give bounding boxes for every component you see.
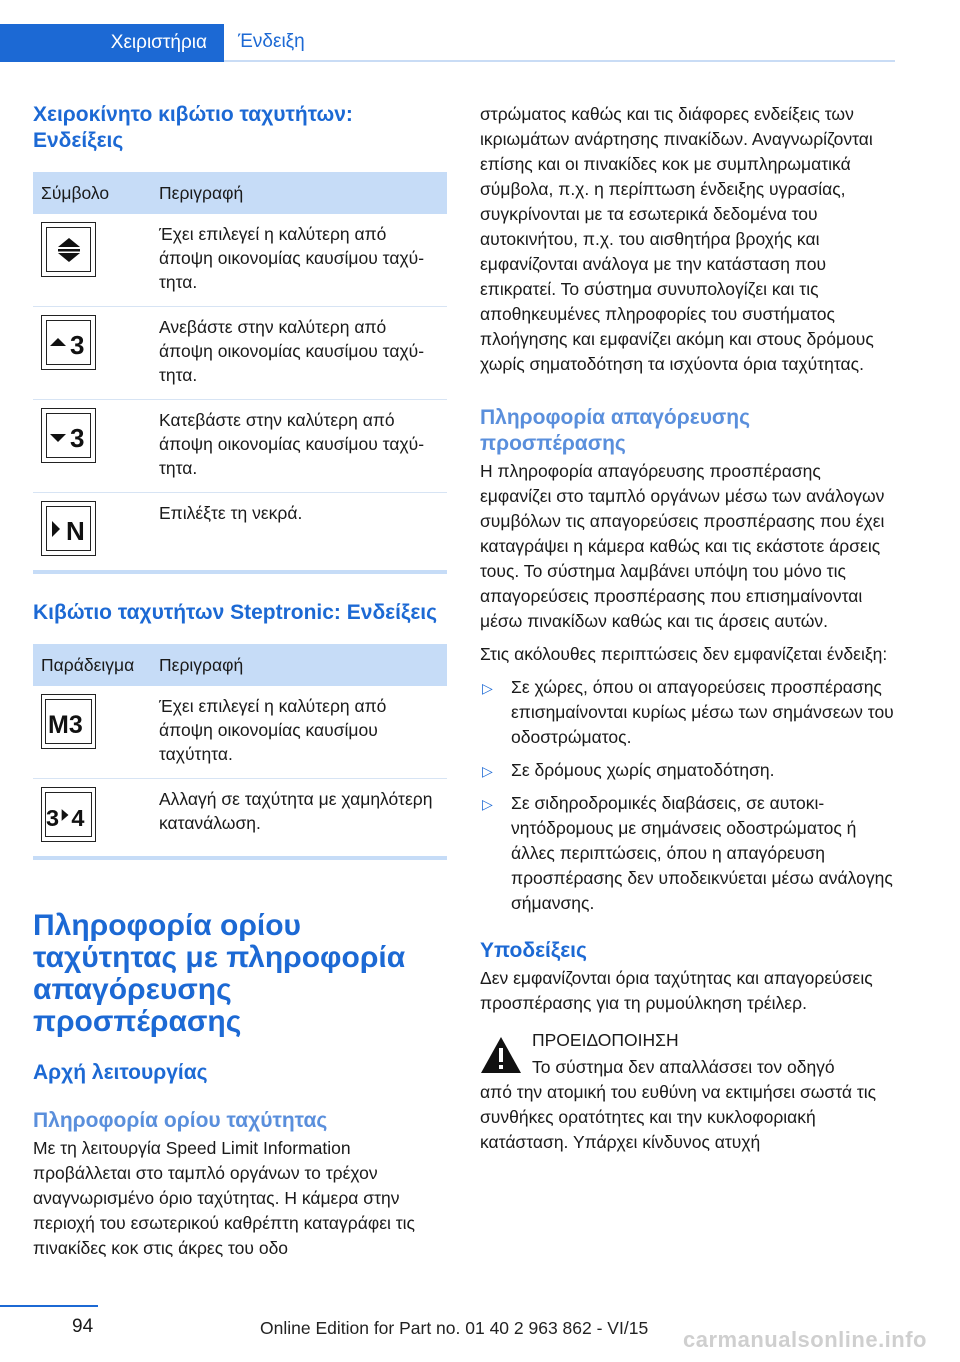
shift-up-down-icon	[41, 222, 96, 277]
table-cell-description: Κατεβάστε στην καλύτερη από άποψη οικονομίας καυσίμου ταχύτητα.	[151, 400, 447, 493]
list-item: ▷ Σε δρόμους χωρίς σηματοδότηση.	[480, 758, 896, 783]
table-cell-description: Έχει επιλεγεί η καλύτερη από άποψη οικονομίας καυσίμου ταχύτητα.	[151, 686, 447, 779]
bullet-arrow-icon: ▷	[482, 680, 493, 696]
cases-list	[480, 675, 896, 916]
table-row	[33, 214, 447, 307]
list-item: ▷ Σε χώρες, όπου οι απαγορεύσεις προσπέρασης επισημαίνονται κυρίως μέσω των σημάνσεων του οδοστρώματος.	[482, 677, 894, 747]
table-header-example: Παράδειγμα	[33, 644, 151, 686]
svg-text:M3: M3	[47, 710, 83, 736]
shift-up-3-icon	[41, 315, 96, 370]
edition-info: Online Edition for Part no. 01 40 2 963 862 - VI/15	[260, 1318, 649, 1338]
warning-block	[480, 1028, 896, 1080]
list-item: ▷ Σε σιδηροδρομικές διαβάσεις, σε αυτοκινητόδρομους με σημάνσεις οδοστρώματος ή άλλες περιπτώσεις, όπου η απαγόρευση προσπέρασης δεν υποδεικνύεται μέσω ανάλογης σήμανσης.	[482, 793, 893, 913]
table-row	[33, 400, 447, 493]
tab-display[interactable]: Ένδειξη	[224, 24, 895, 62]
subsection-title-principle: Αρχή λειτουργίας	[33, 1061, 208, 1084]
paragraph-notes: Δεν εμφανίζονται όρια ταχύτητας και απαγορεύσεις προσπέρασης για τη ρυμούλκηση τρέιλερ.	[480, 968, 873, 1013]
left-column	[33, 102, 447, 1261]
table-row	[33, 307, 447, 400]
manual-gearbox-table	[33, 172, 447, 574]
subsection-title-notes: Υποδείξεις	[480, 939, 587, 962]
paragraph-overtake: Η πληροφορία απαγόρευσης προσπέρασης εμφανίζει στο ταμπλό οργάνων μέσω των ανάλογων συμβόλων τις απαγορεύσεις προσπέρασης που έχει καταγράψει η κάμερα καθώς και τις εκάστοτε άρσεις τους. Το σύστημα λαμβάνει υπόψη του μόνο τις απαγορεύσεις προσπέρασης που επισημαίνονται μέσω πινακίδων καθώς και τις άρσεις αυτών.	[480, 461, 885, 631]
gear-3-to-4-icon	[41, 787, 96, 842]
shift-down-3-icon	[41, 408, 96, 463]
table-header-description: Περιγραφή	[151, 644, 447, 686]
warning-triangle-icon	[480, 1036, 522, 1074]
svg-text:4: 4	[71, 804, 85, 829]
svg-text:N: N	[65, 515, 85, 543]
bullet-arrow-icon: ▷	[482, 796, 493, 812]
watermark: carmanualsonline.info	[683, 1327, 927, 1352]
table-cell-description: Αλλαγή σε ταχύτητα με χαμηλότερη κατανάλωση.	[151, 779, 447, 859]
table-cell-description: Ανεβάστε στην καλύτερη από άποψη οικονομίας καυσίμου ταχύτητα.	[151, 307, 447, 400]
table-header-description: Περιγραφή	[151, 172, 447, 214]
section-title-manual-gearbox: Χειροκίνητο κιβώτιο ταχυτήτων: Ενδείξεις	[33, 103, 353, 152]
warning-title: ΠΡΟΕΙΔΟΠΟΙΗΣΗ	[532, 1030, 679, 1050]
bullet-arrow-icon: ▷	[482, 763, 493, 779]
page-number: 94	[72, 1316, 94, 1337]
table-header	[33, 172, 447, 214]
select-neutral-icon	[41, 501, 96, 556]
manual-gear-3-icon	[41, 694, 96, 749]
tab-controls[interactable]: Χειριστήρια	[0, 24, 224, 62]
footer-rule	[0, 1305, 98, 1307]
table-row	[33, 779, 447, 859]
section-title-speed-limit-info: Πληροφορία ορίου ταχύτητας με πληροφορία απαγόρευσης προσπέρασης	[33, 909, 406, 1038]
steptronic-table	[33, 644, 447, 860]
table-header-symbol: Σύμβολο	[33, 172, 151, 214]
subsection-title-overtake: Πληροφορία απαγόρευσης προσπέρασης	[480, 406, 751, 455]
paragraph-speed-limit: Με τη λειτουργία Speed Limit Information προβάλλεται στο ταμπλό οργάνων το τρέχον αναγνωρισμένο όριο ταχύτητας. Η κάμερα στην περιοχή του εσωτερικού καθρέπτη καταγράφει τις πινακίδες κοκ στις άκρες του οδο	[33, 1138, 415, 1258]
paragraph-cases: Στις ακόλουθες περιπτώσεις δεν εμφανίζεται ένδειξη:	[480, 644, 888, 664]
svg-text:3: 3	[69, 422, 84, 450]
table-cell-description: Επιλέξτε τη νεκρά.	[151, 493, 447, 573]
table-row	[33, 493, 447, 573]
paragraph-continued: στρώματος καθώς και τις διάφορες ενδείξεις των ικριωμάτων ανάρτησης πινακίδων. Αναγνωρίζονται επίσης και οι πινακίδες κοκ με συμπληρωματικά σύμβολα, π.χ. η περίπτωση ένδειξης υγρασίας, συγκρίνονται με τα εσωτερικά δεδομένα του αυτοκινήτου, π.χ. του αισθητήρα βροχής και εμφανίζονται ανάλογα με την κατάσταση που επικρατεί. Το σύστημα συνυπολογίζει και τις αποθηκευμένες πληροφορίες του συστήματος πλοήγησης και εμφανίζει ακόμη και στους δρόμους χωρίς σηματοδότηση τα ισχύοντα όρια ταχύτητας.	[480, 104, 874, 374]
warning-text: από την ατομική του ευθύνη να εκτιμήσει σωστά τις συνθήκες ορατότητες και την κυκλοφοριακή κατάσταση. Υπάρχει κίνδυνος ατυχή	[480, 1082, 877, 1152]
warning-text-first-line: Το σύστημα δεν απαλλάσσει τον οδηγό	[532, 1057, 835, 1077]
svg-text:3: 3	[69, 329, 84, 357]
table-cell-description: Έχει επιλεγεί η καλύτερη από άποψη οικονομίας καυσίμου ταχύτητα.	[151, 214, 447, 307]
right-column	[480, 102, 896, 1155]
svg-text:3: 3	[46, 804, 60, 829]
section-title-steptronic: Κιβώτιο ταχυτήτων Steptronic: Ενδείξεις	[33, 601, 438, 624]
table-header	[33, 644, 447, 686]
subsubsection-title-speed-limit: Πληροφορία ορίου ταχύτητας	[33, 1109, 328, 1132]
table-row	[33, 686, 447, 779]
header-tabs	[0, 24, 895, 62]
